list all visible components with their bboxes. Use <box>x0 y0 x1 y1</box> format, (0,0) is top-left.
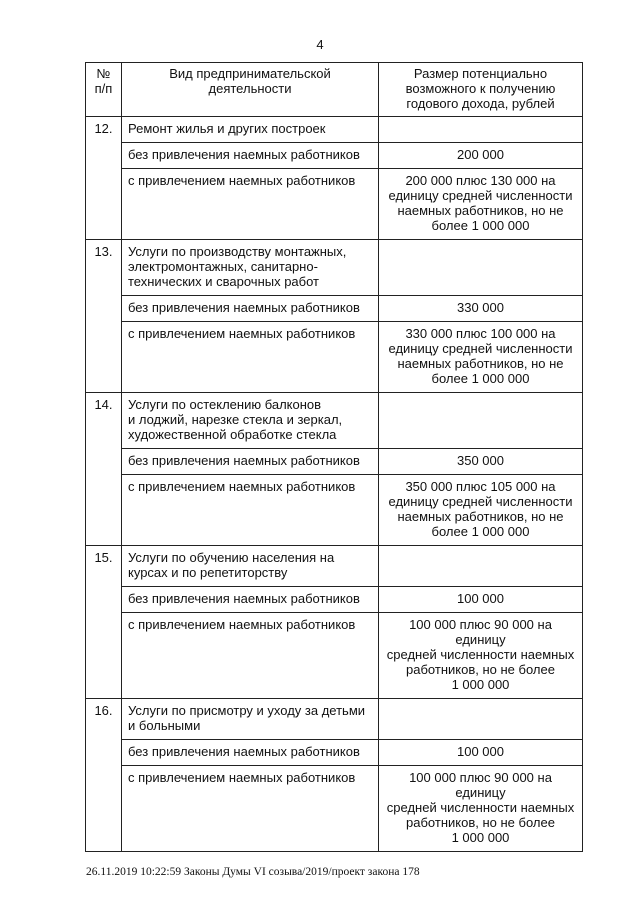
income-empty <box>379 699 583 740</box>
activity-cell: с привлечением наемных работников <box>122 169 379 240</box>
table-row-category <box>86 240 583 296</box>
income-empty <box>379 117 583 143</box>
item-number: 15. <box>86 546 122 587</box>
header-activity: Вид предпринимательской деятельности <box>122 63 379 117</box>
item-number: 13. <box>86 240 122 296</box>
income-empty <box>379 240 583 296</box>
table-row-category <box>86 117 583 143</box>
table-row <box>86 296 583 322</box>
activity-title: Услуги по обучению населения на курсах и по репетиторству <box>122 546 379 587</box>
table-header-row <box>86 63 583 117</box>
income-cell: 350 000 плюс 105 000 на единицу средней численности наемных работников, но не более 1 000 000 <box>379 475 583 546</box>
income-cell: 200 000 <box>379 143 583 169</box>
number-cell <box>86 449 122 475</box>
activity-title: Ремонт жилья и других построек <box>122 117 379 143</box>
income-cell: 200 000 плюс 130 000 на единицу средней численности наемных работников, но не более 1 000 000 <box>379 169 583 240</box>
table-row <box>86 143 583 169</box>
number-cell <box>86 296 122 322</box>
activity-title: Услуги по производству монтажных, электромонтажных, санитарно- технических и сварочных работ <box>122 240 379 296</box>
income-cell: 350 000 <box>379 449 583 475</box>
income-cell: 330 000 плюс 100 000 на единицу средней численности наемных работников, но не более 1 000 000 <box>379 322 583 393</box>
activity-cell: с привлечением наемных работников <box>122 322 379 393</box>
table-row-category <box>86 393 583 449</box>
table-row <box>86 613 583 699</box>
table-row-category <box>86 546 583 587</box>
activity-cell: с привлечением наемных работников <box>122 613 379 699</box>
table-row <box>86 475 583 546</box>
activity-cell: без привлечения наемных работников <box>122 296 379 322</box>
number-cell <box>86 740 122 766</box>
income-table <box>85 62 583 852</box>
number-cell <box>86 322 122 393</box>
income-empty <box>379 393 583 449</box>
activity-cell: без привлечения наемных работников <box>122 449 379 475</box>
table-row-category <box>86 699 583 740</box>
income-cell: 100 000 <box>379 740 583 766</box>
number-cell <box>86 143 122 169</box>
table-body <box>86 117 583 852</box>
activity-cell: с привлечением наемных работников <box>122 766 379 852</box>
header-number: № п/п <box>86 63 122 117</box>
income-cell: 100 000 плюс 90 000 на единицу средней численности наемных работников, но не более 1 000 000 <box>379 613 583 699</box>
income-cell: 100 000 <box>379 587 583 613</box>
table-row <box>86 322 583 393</box>
table-row <box>86 740 583 766</box>
header-income: Размер потенциально возможного к получению годового дохода, рублей <box>379 63 583 117</box>
table-row <box>86 766 583 852</box>
item-number: 16. <box>86 699 122 740</box>
number-cell <box>86 169 122 240</box>
table-row <box>86 449 583 475</box>
activity-cell: с привлечением наемных работников <box>122 475 379 546</box>
income-cell: 100 000 плюс 90 000 на единицу средней численности наемных работников, но не более 1 000 000 <box>379 766 583 852</box>
page-number: 4 <box>316 37 324 52</box>
income-empty <box>379 546 583 587</box>
number-cell <box>86 766 122 852</box>
activity-title: Услуги по присмотру и уходу за детьми и больными <box>122 699 379 740</box>
activity-cell: без привлечения наемных работников <box>122 143 379 169</box>
table-row <box>86 169 583 240</box>
activity-cell: без привлечения наемных работников <box>122 587 379 613</box>
number-cell <box>86 475 122 546</box>
item-number: 12. <box>86 117 122 143</box>
income-cell: 330 000 <box>379 296 583 322</box>
item-number: 14. <box>86 393 122 449</box>
activity-cell: без привлечения наемных работников <box>122 740 379 766</box>
document-footer: 26.11.2019 10:22:59 Законы Думы VI созыва/2019/проект закона 178 <box>86 866 420 878</box>
number-cell <box>86 613 122 699</box>
number-cell <box>86 587 122 613</box>
activity-title: Услуги по остеклению балконов и лоджий, нарезке стекла и зеркал, художественной обработке стекла <box>122 393 379 449</box>
table-row <box>86 587 583 613</box>
